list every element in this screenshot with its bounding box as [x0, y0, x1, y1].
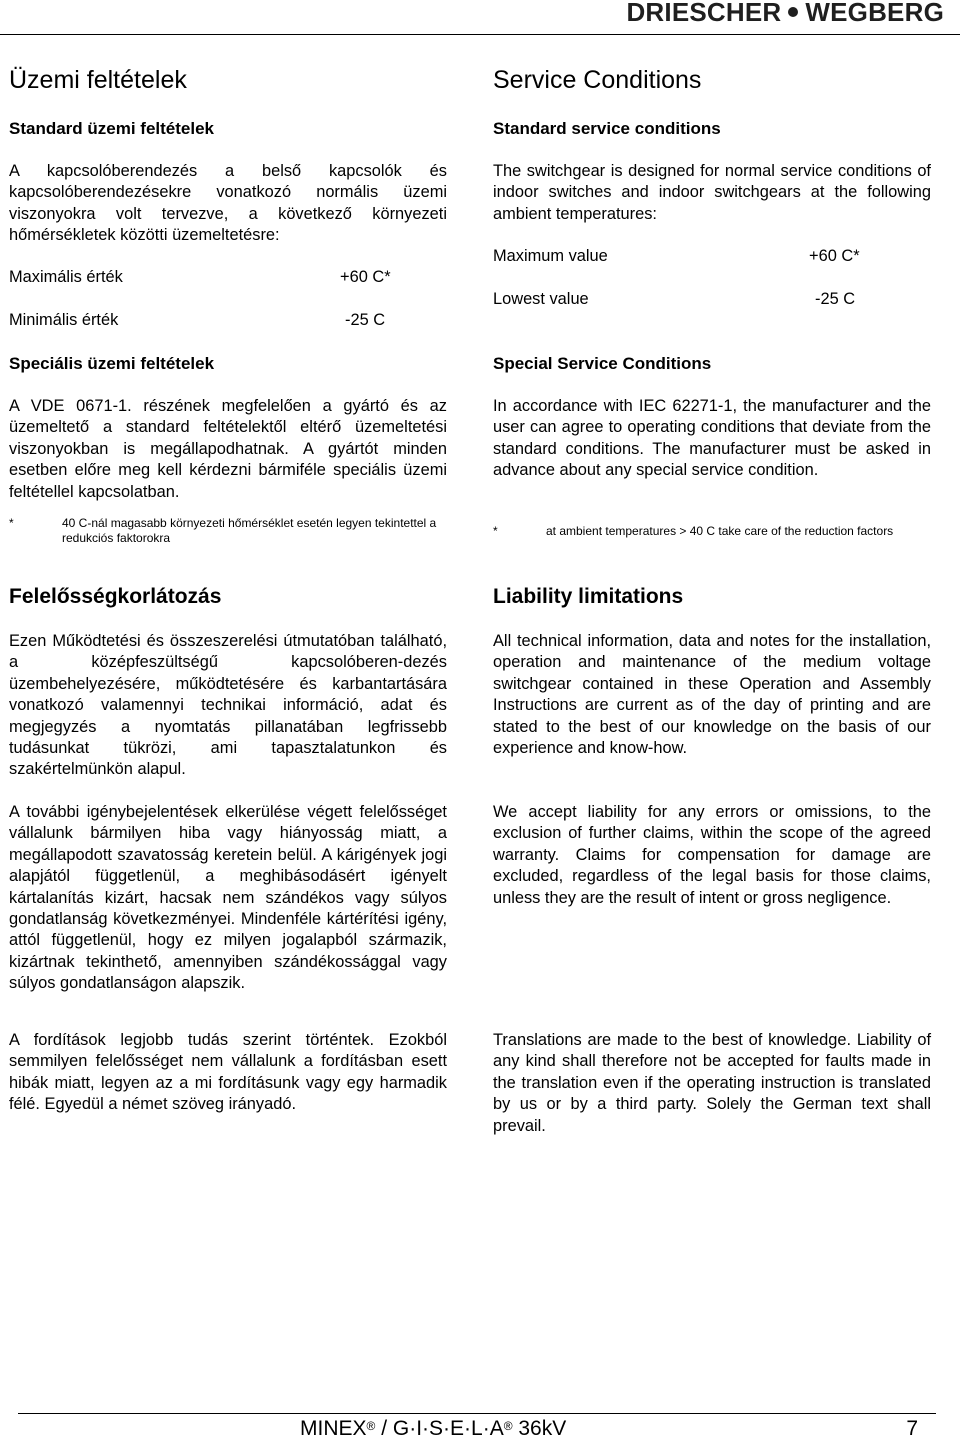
en-special-text: In accordance with IEC 62271-1, the manufacturer and the user can agree to operating conditions that deviate from the standard conditions. The manufacturer must be asked in advance about any special service condition.	[493, 397, 931, 480]
registered-mark: ®	[366, 1419, 376, 1433]
en-max-value: +60 C*	[809, 247, 860, 265]
hu-footnote	[9, 516, 447, 548]
product-model	[300, 1417, 566, 1440]
model-voltage: 36kV	[512, 1417, 567, 1440]
hu-max-row	[9, 267, 447, 288]
en-title: Service Conditions	[493, 66, 702, 94]
hu-footnote-text: 40 C-nál magasabb környezeti hőmérséklet esetén legyen tekintettel a redukciós faktorokra	[62, 516, 437, 545]
en-max-row	[493, 246, 931, 267]
en-footnote-star: *	[493, 524, 498, 538]
model-gisela: / G·I·S·E·L·A	[375, 1417, 504, 1440]
page-number: 7	[906, 1417, 918, 1440]
footer-divider	[18, 1413, 936, 1414]
en-special-heading: Special Service Conditions	[493, 354, 712, 373]
hu-special-text: A VDE 0671-1. részének megfelelően a gyártó és az üzemeltető a standard feltételektől eltérő üzemeltetési viszonyokban is megállapodhatnak. A gyártót minden esetben előre meg kell kérdezni bármiféle speciális üzemi feltétellel kapcsolatban.	[9, 397, 447, 501]
en-liability-p1: All technical information, data and notes for the installation, operation and maintenance of the medium voltage switchgear contained in these Operation and Assembly Instructions are current as of the day of printing and are stated to the best of our knowledge on the basis of our experience and know-how.	[493, 632, 931, 758]
en-liability-p3: Translations are made to the best of knowledge. Liability of any kind shall therefore not be accepted for faults made in the translation even if the operating instruction is translated by us or by a third party. Solely the German text shall prevail.	[493, 1031, 931, 1135]
hu-max-label: Maximális érték	[9, 268, 123, 286]
hu-footnote-star: *	[9, 516, 14, 530]
en-min-value: -25 C	[815, 290, 856, 308]
en-footnote-text: at ambient temperatures > 40 C take care of the reduction factors	[546, 524, 894, 538]
hu-min-row	[9, 310, 447, 331]
hu-special-heading: Speciális üzemi feltételek	[9, 354, 215, 373]
model-minex: MINEX	[300, 1417, 367, 1440]
en-min-row	[493, 289, 931, 310]
hu-title: Üzemi feltételek	[9, 66, 187, 94]
en-standard-text: The switchgear is designed for normal service conditions of indoor switches and indoor switchgears at the following ambient temperatures:	[493, 162, 931, 223]
page-header	[0, 0, 960, 35]
brand-right: WEGBERG	[805, 0, 944, 27]
registered-mark-2: ®	[503, 1419, 513, 1433]
en-min-label: Lowest value	[493, 290, 589, 308]
bullet-dot-icon	[788, 7, 798, 17]
brand-left: DRIESCHER	[626, 0, 782, 27]
en-footnote	[493, 524, 931, 556]
page-footer	[0, 1415, 960, 1438]
en-standard-heading: Standard service conditions	[493, 119, 721, 138]
hu-liability-heading: Felelősségkorlátozás	[9, 585, 222, 608]
hu-liability-p1: Ezen Működtetési és összeszerelési útmutatóban található, a középfeszültségű kapcsolóberen-dezés üzembehelyezésére, működtetésére és karbantartására vonatkozó valamennyi technikai információ, adat és megjegyzés a nyomtatás pillanatában legfrissebb tudásunkat tükrözi, ami tapasztalatunkon és szakértelmünkön alapul.	[9, 632, 447, 779]
hu-standard-text: A kapcsolóberendezés a belső kapcsolók és kapcsolóberendezésekre vonatkozó normális üzemi viszonyokra volt tervezve, a következő környezeti hőmérsékletek közötti üzemeltetésre:	[9, 162, 447, 245]
brand-logo	[626, 0, 944, 28]
hu-liability-p3: A fordítások legjobb tudás szerint történtek. Ezokból semmilyen felelősséget nem vállalunk a fordításban esett hibák miatt, legyen az a mi fordításunk vagy egy harmadik félé. Egyedül a német szöveg irányadó.	[9, 1031, 447, 1114]
hu-max-value: +60 C*	[340, 268, 391, 286]
hu-min-label: Minimális érték	[9, 311, 119, 329]
hu-liability-p2: A további igénybejelentések elkerülése végett felelősséget vállalunk bármilyen hiba vagy hiányosság miatt, a megállapodott szavatosság keretein belül. A kárigények jogi alapjától függetlenül, a meghibásodásért igényelt kártalanítás kizárt, hacsak nem szándékos vagy súlyos gondatlanság következményei. Mindenféle kártérítési igény, attól függetlenül, hogy ez milyen jogalapból származik, kizártnak tekinthető, amennyiben szándékossággal vagy súlyos gondatlanságon alapszik.	[9, 803, 447, 993]
hu-min-value: -25 C	[345, 311, 386, 329]
en-liability-heading: Liability limitations	[493, 585, 684, 608]
en-max-label: Maximum value	[493, 247, 608, 265]
en-liability-p2: We accept liability for any errors or omissions, to the exclusion of further claims, within the scope of the agreed warranty. Claims for compensation for damage are excluded, regardless of the legal basis for those claims, unless they are the result of intent or gross negligence.	[493, 803, 931, 907]
hu-standard-heading: Standard üzemi feltételek	[9, 119, 215, 138]
